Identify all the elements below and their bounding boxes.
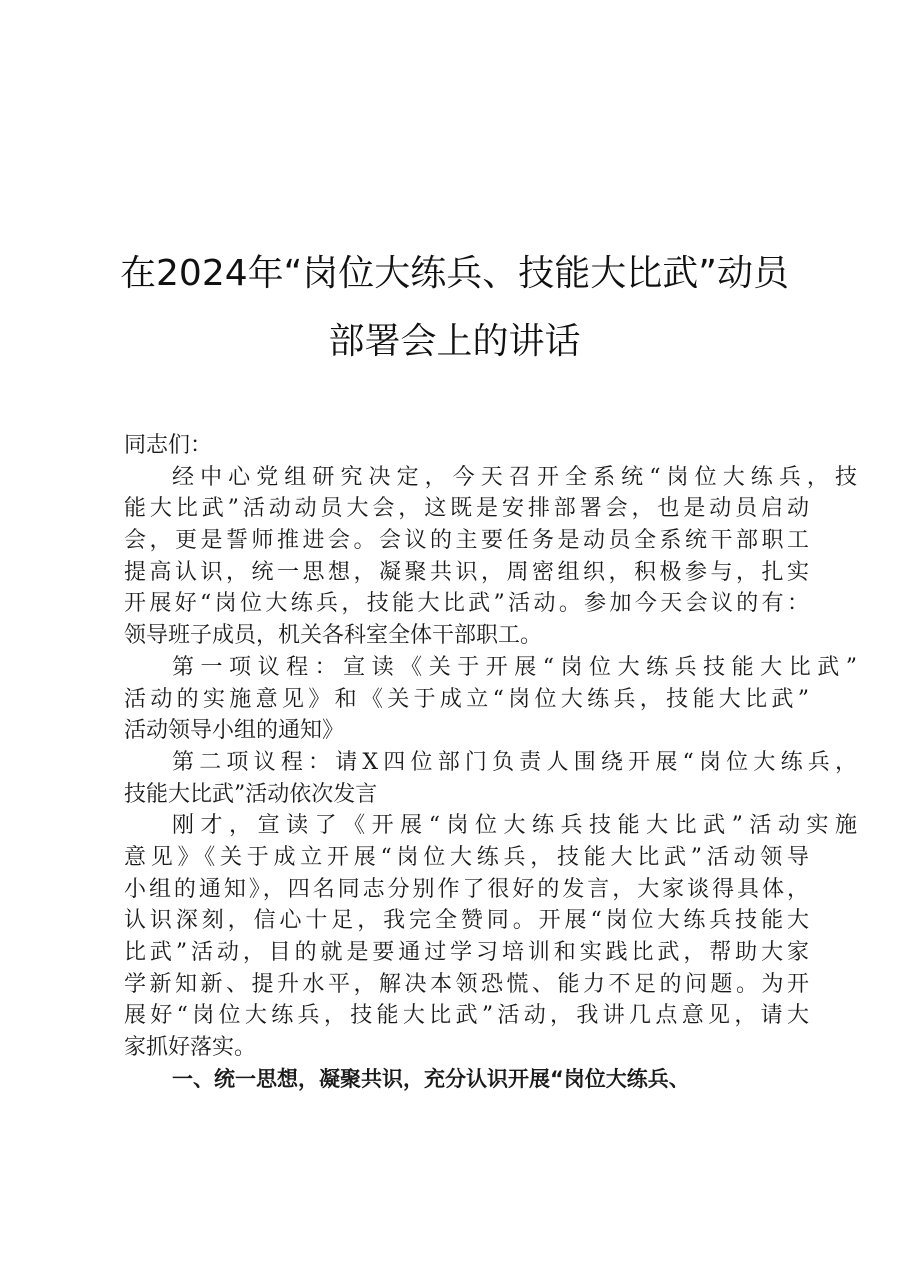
section-heading: 一、统一思想，凝聚共识，充分认识开展“岗位大练兵、 bbox=[172, 1066, 690, 1091]
document-title-line-2: 部署会上的讲话 bbox=[328, 321, 581, 362]
paragraph-line: 开展好“岗位大练兵，技能大比武”活动。参加今天会议的有： bbox=[124, 591, 809, 617]
paragraph-line: 刚才，宣读了《开展“岗位大练兵技能大比武”活动实施 bbox=[172, 813, 857, 839]
paragraph-line: 技能大比武”活动依次发言 bbox=[124, 781, 378, 807]
paragraph-line: 经中心党组研究决定，今天召开全系统“岗位大练兵，技 bbox=[172, 464, 857, 490]
paragraph-line: 认识深刻，信心十足，我完全赞同。开展“岗位大练兵技能大 bbox=[124, 908, 809, 934]
paragraph-line: 比武”活动，目的就是要通过学习培训和实践比武，帮助大家 bbox=[124, 940, 809, 965]
paragraph-line: 活动的实施意见》和《关于成立“岗位大练兵，技能大比武” bbox=[124, 686, 809, 712]
paragraph-line: 第一项议程：宣读《关于开展“岗位大练兵技能大比武” bbox=[172, 654, 857, 680]
paragraph-line: 小组的通知》，四名同志分别作了很好的发言，大家谈得具体， bbox=[124, 876, 809, 902]
salutation: 同志们： bbox=[124, 433, 213, 458]
paragraph-line: 意见》《关于成立开展“岗位大练兵，技能大比武”活动领导 bbox=[124, 844, 809, 870]
paragraph-line: 会，更是誓师推进会。会议的主要任务是动员全系统干部职工 bbox=[124, 528, 809, 554]
paragraph-line: 领导班子成员，机关各科室全体干部职工。 bbox=[124, 623, 543, 649]
paragraph-line: 第二项议程：请X四位部门负责人围绕开展“岗位大练兵， bbox=[172, 749, 857, 775]
paragraph-line: 展好“岗位大练兵，技能大比武”活动，我讲几点意见，请大 bbox=[124, 1003, 809, 1029]
paragraph-line: 学新知新、提升水平，解决本领恐慌、能力不足的问题。为开 bbox=[124, 971, 809, 997]
paragraph-line: 家抓好落实。 bbox=[124, 1035, 257, 1061]
document-title-line-1: 在2024年“岗位大练兵、技能大比武”动员 bbox=[120, 253, 789, 294]
paragraph-line: 活动领导小组的通知》 bbox=[124, 718, 345, 744]
document-body bbox=[124, 430, 857, 1095]
paragraph-line: 提高认识，统一思想，凝聚共识，周密组织，积极参与，扎实 bbox=[124, 559, 809, 585]
paragraph-line: 能大比武”活动动员大会，这既是安排部署会，也是动员启动 bbox=[124, 496, 809, 522]
